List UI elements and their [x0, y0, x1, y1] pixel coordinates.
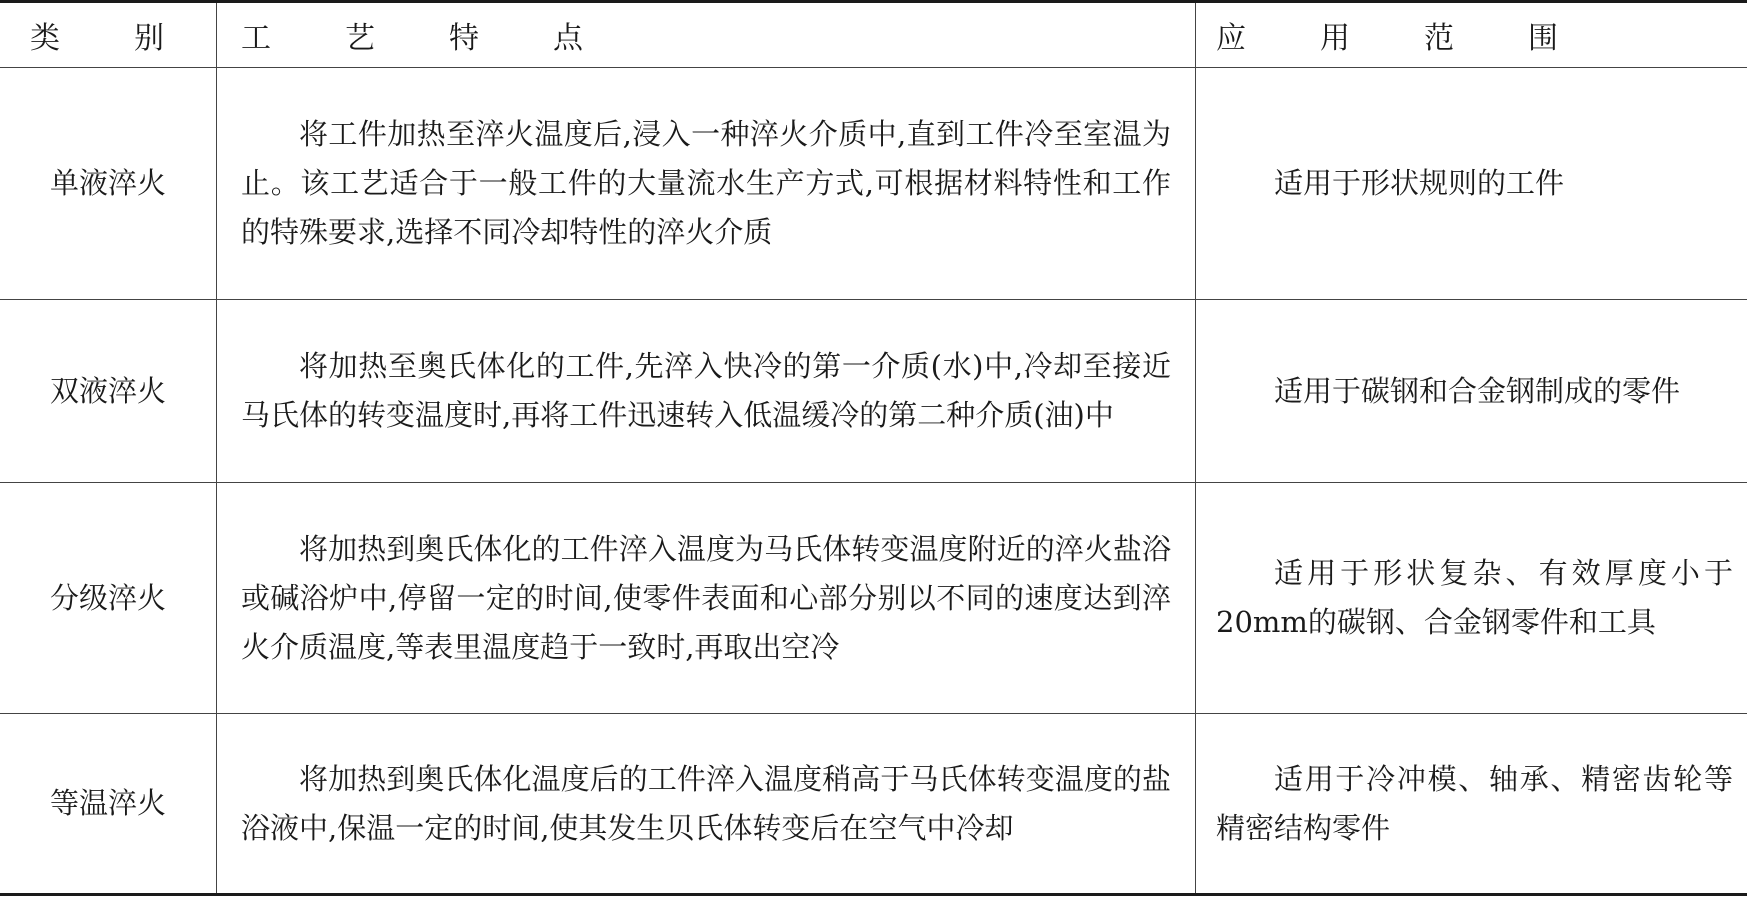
row-category: 双液淬火: [0, 300, 217, 483]
table-row: [0, 300, 1747, 483]
row-process: [217, 483, 1196, 714]
table-row: [0, 483, 1747, 714]
row-application: [1196, 483, 1747, 714]
row-category: 分级淬火: [0, 483, 217, 714]
row-application-text: 适用于碳钢和合金钢制成的零件: [1274, 373, 1681, 408]
row-application: [1196, 68, 1747, 300]
row-process: [217, 714, 1196, 895]
row-application-text: 适用于冷冲模、轴承、精密齿轮等精密结构零件: [1216, 761, 1733, 845]
header-category: 类 别: [0, 2, 217, 68]
table-row: [0, 68, 1747, 300]
row-process: [217, 68, 1196, 300]
table-body: [0, 68, 1747, 895]
row-process: [217, 300, 1196, 483]
row-application-text: 适用于形状复杂、有效厚度小于20mm的碳钢、合金钢零件和工具: [1216, 556, 1733, 639]
row-category: 单液淬火: [0, 68, 217, 300]
row-process-text: 将加热到奥氏体化的工件淬入温度为马氏体转变温度附近的淬火盐浴或碱浴炉中,停留一定的时间,使零件表面和心部分别以不同的速度达到淬火介质温度,等表里温度趋于一致时,再取出空冷: [241, 531, 1171, 664]
row-process-text: 将加热至奥氏体化的工件,先淬入快冷的第一介质(水)中,冷却至接近马氏体的转变温度时,再将工件迅速转入低温缓冷的第二种介质(油)中: [241, 349, 1171, 432]
header-process: 工 艺 特 点: [217, 2, 1196, 68]
row-application: [1196, 300, 1747, 483]
table-header: [0, 2, 1747, 68]
header-row: [0, 2, 1747, 68]
row-process-text: 将加热到奥氏体化温度后的工件淬入温度稍高于马氏体转变温度的盐浴液中,保温一定的时间,使其发生贝氏体转变后在空气中冷却: [241, 761, 1171, 845]
header-application: 应 用 范 围: [1196, 2, 1747, 68]
row-application-text: 适用于形状规则的工件: [1274, 166, 1565, 200]
row-process-text: 将工件加热至淬火温度后,浸入一种淬火介质中,直到工件冷至室温为止。该工艺适合于一般工件的大量流水生产方式,可根据材料特性和工作的特殊要求,选择不同冷却特性的淬火介质: [241, 117, 1171, 249]
row-category: 等温淬火: [0, 714, 217, 895]
row-application: [1196, 714, 1747, 895]
table-row: [0, 714, 1747, 895]
